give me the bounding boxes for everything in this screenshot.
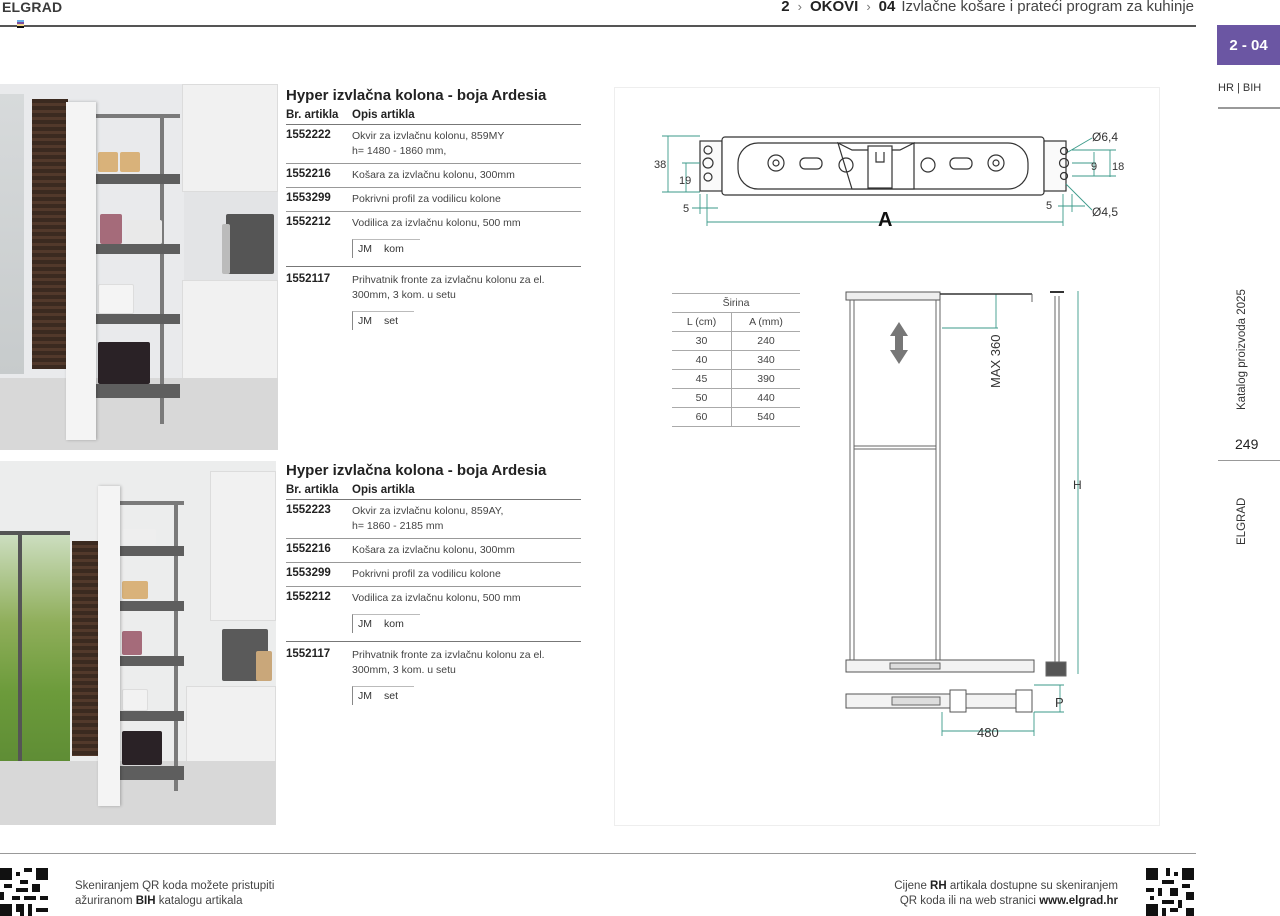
footer-text: Cijene (894, 880, 931, 892)
unit-label: JM (358, 618, 372, 630)
chevron-right-icon: › (866, 0, 871, 14)
unit-value: kom (384, 243, 404, 255)
footer-text: Skeniranjem QR koda možete pristupiti (75, 880, 275, 892)
cell-a: 340 (732, 351, 800, 370)
product-title: Hyper izvlačna kolona - boja Ardesia (286, 462, 547, 479)
footer-text: QR koda ili na web stranici (899, 895, 1040, 907)
breadcrumb-chapter[interactable]: OKOVI (809, 0, 859, 15)
dim-5-left: 5 (683, 203, 690, 215)
article-code: 1552216 (286, 543, 331, 555)
product-title: Hyper izvlačna kolona - boja Ardesia (286, 87, 547, 104)
cell-l: 50 (672, 389, 732, 408)
unit-value: set (384, 690, 399, 702)
cell-a: 440 (732, 389, 800, 408)
col-desc-header: Opis artikla (352, 109, 415, 121)
cell-l: 30 (672, 332, 732, 351)
unit-label: JM (358, 690, 372, 702)
desc-line: Okvir za izvlačnu kolonu, 859MY (352, 130, 505, 142)
col-desc-header: Opis artikla (352, 484, 415, 496)
desc-line: Prihvatnik fronte za izvlačnu kolonu za el. (352, 649, 545, 661)
article-desc: Košara za izvlačnu kolonu, 300mm (352, 544, 515, 556)
breadcrumb-section-num: 04 (878, 0, 896, 15)
qr-code-bih-icon[interactable] (0, 868, 48, 916)
footer-right-text (894, 879, 1118, 909)
unit-label: JM (358, 315, 372, 327)
article-desc: Pokrivni profil za vodilicu kolone (352, 568, 501, 580)
desc-line: 300mm, 3 kom. u setu (352, 664, 456, 676)
width-col-a: A (mm) (732, 313, 800, 332)
dim-H: H (1073, 478, 1082, 492)
website-link[interactable]: www.elgrad.hr (1039, 895, 1118, 907)
table-row (672, 370, 800, 389)
article-desc: Vodilica za izvlačnu kolonu, 500 mm (352, 592, 521, 604)
section-badge: 2 - 04 (1217, 25, 1280, 65)
table-row (672, 351, 800, 370)
language-label: HR | BIH (1218, 82, 1262, 94)
article-desc: Košara za izvlačnu kolonu, 300mm (352, 169, 515, 181)
double-arrow-icon (890, 322, 908, 364)
footer-text: katalogu artikala (155, 895, 243, 907)
article-code: 1552117 (286, 648, 331, 660)
col-code-header: Br. artikla (286, 109, 339, 121)
dim-5-right: 5 (1046, 200, 1053, 212)
cell-l: 40 (672, 351, 732, 370)
desc-line: 300mm, 3 kom. u setu (352, 289, 456, 301)
article-code: 1552117 (286, 273, 331, 285)
chevron-right-icon: › (797, 0, 802, 14)
breadcrumb-section[interactable]: Izvlačne košare i prateći program za kuhinje (901, 0, 1194, 15)
desc-line: h= 1860 - 2185 mm (352, 520, 444, 532)
cell-l: 60 (672, 408, 732, 427)
article-code: 1553299 (286, 192, 331, 204)
dim-A: A (878, 209, 893, 231)
cell-a: 540 (732, 408, 800, 427)
page-number: 249 (1235, 436, 1259, 452)
article-code: 1552223 (286, 504, 331, 516)
cell-l: 45 (672, 370, 732, 389)
breadcrumb-chapter-num: 2 (781, 0, 790, 15)
footer-text: artikala dostupne su skeniranjem (946, 880, 1118, 892)
desc-line: Prihvatnik fronte za izvlačnu kolonu za el. (352, 274, 545, 286)
dim-9: 9 (1091, 161, 1098, 173)
dim-max-360: MAX 360 (988, 334, 1003, 388)
desc-line: h= 1480 - 1860 mm, (352, 145, 447, 157)
width-table-caption: Širina (672, 294, 800, 313)
cell-a: 390 (732, 370, 800, 389)
cell-a: 240 (732, 332, 800, 351)
width-table (672, 293, 800, 427)
dim-480: 480 (977, 725, 999, 740)
footer-divider (0, 853, 1196, 854)
desc-line: Okvir za izvlačnu kolonu, 859AY, (352, 505, 504, 517)
article-code: 1553299 (286, 567, 331, 579)
article-code: 1552212 (286, 216, 331, 228)
width-col-l: L (cm) (672, 313, 732, 332)
article-desc: Vodilica za izvlačnu kolonu, 500 mm (352, 217, 521, 229)
side-brand: ELGRAD (1236, 497, 1248, 545)
unit-value: set (384, 315, 399, 327)
article-code: 1552212 (286, 591, 331, 603)
article-code: 1552216 (286, 168, 331, 180)
footer-bold: BIH (135, 895, 156, 907)
col-code-header: Br. artikla (286, 484, 339, 496)
dim-P: P (1055, 695, 1064, 710)
table-row (672, 389, 800, 408)
article-desc: Pokrivni profil za vodilicu kolone (352, 193, 501, 205)
dim-19: 19 (679, 175, 692, 187)
table-row (672, 408, 800, 427)
dim-hole-4-5: Ø4,5 (1092, 205, 1119, 219)
footer-left-text (75, 879, 274, 909)
dim-38: 38 (654, 159, 667, 171)
unit-value: kom (384, 618, 404, 630)
brand-logo: ELGRAD (2, 0, 63, 15)
footer-bold: RH (930, 880, 947, 892)
qr-code-rh-icon[interactable] (1146, 868, 1194, 916)
catalog-label: Katalog proizvoda 2025 (1236, 289, 1248, 410)
table-row (672, 332, 800, 351)
dim-18: 18 (1112, 161, 1125, 173)
unit-label: JM (358, 243, 372, 255)
footer-text: ažuriranom (75, 895, 136, 907)
article-code: 1552222 (286, 129, 331, 141)
dim-hole-6-4: Ø6,4 (1092, 130, 1119, 144)
